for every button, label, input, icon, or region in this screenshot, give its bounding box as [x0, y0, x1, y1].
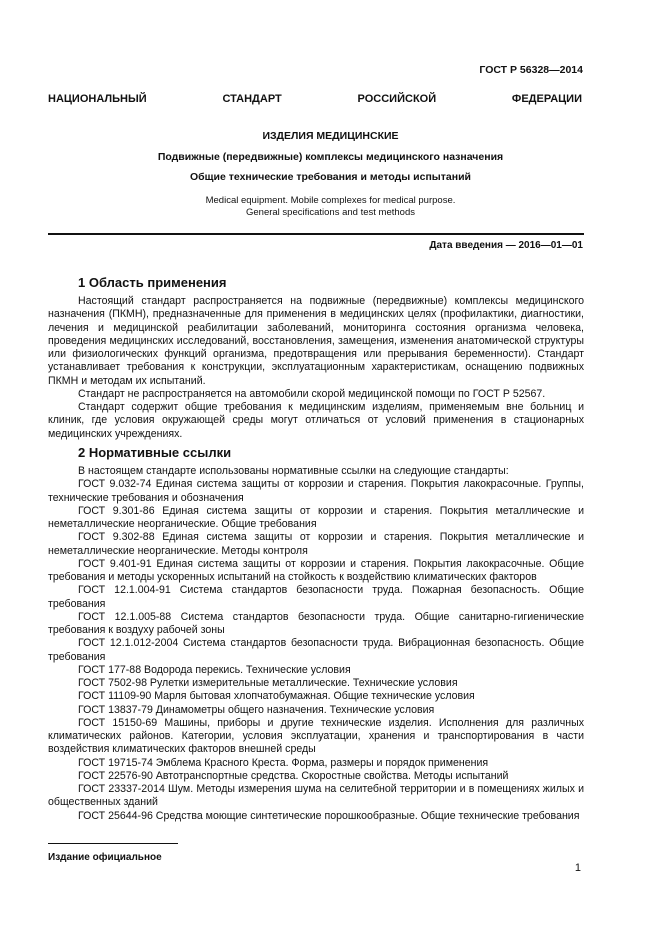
reference-item: ГОСТ 9.301-86 Единая система защиты от коррозии и старения. Покрытия металлические и неметаллические неорганические. Общие требования: [48, 504, 584, 530]
reference-item: ГОСТ 9.302-88 Единая система защиты от коррозии и старения. Покрытия металлические и неметаллические неорганические. Методы контроля: [48, 531, 584, 557]
paragraph: Настоящий стандарт распространяется на подвижные (передвижные) комплексы медицинского назначения (ПКМН), предназначенные для применения в медицинских целях (профилактики, диагностики, лечения и медицинской реабилитации заболеваний, мониторинга состояния организма человека, проведения медицинских исследований, восстановления, замещения, изменения анатомической структуры или физиологических функций организма, предотвращения или прерывания беременности). Стандарт устанавливает требования к конструкции, эксплуатационным характеристикам, оснащению подвижных ПКМН и методам их испытаний.: [48, 295, 584, 387]
title-divider: [48, 233, 584, 235]
document-subtitle-1: Подвижные (передвижные) комплексы медицинского назначения: [157, 151, 504, 163]
reference-item: ГОСТ 13837-79 Динамометры общего назначения. Технические условия: [78, 703, 435, 716]
reference-item: ГОСТ 25644-96 Средства моющие синтетические порошкообразные. Общие технические требования: [78, 809, 580, 822]
english-title-line-2: General specifications and test methods: [246, 207, 415, 218]
reference-item: ГОСТ 22576-90 Автотранспортные средства. Скоростные свойства. Методы испытаний: [78, 769, 509, 782]
page-number: 1: [574, 862, 581, 874]
reference-item: ГОСТ 9.032-74 Единая система защиты от коррозии и старения. Покрытия лакокрасочные. Группы, технические требования и обозначения: [48, 478, 584, 504]
paragraph: Стандарт не распространяется на автомобили скорой медицинской помощи по ГОСТ Р 52567.: [78, 387, 546, 400]
document-subtitle-2: Общие технические требования и методы испытаний: [190, 171, 471, 183]
document-title: ИЗДЕЛИЯ МЕДИЦИНСКИЕ: [262, 130, 399, 142]
reference-item: ГОСТ 7502-98 Рулетки измерительные металлические. Технические условия: [78, 677, 458, 689]
reference-item: ГОСТ 12.1.005-88 Система стандартов безопасности труда. Общие санитарно-гигиенические требования к воздуху рабочей зоны: [48, 610, 584, 636]
official-edition-label: Издание официальное: [48, 852, 162, 863]
introduction-date: Дата введения — 2016—01—01: [429, 240, 583, 251]
reference-item: ГОСТ 12.1.004-91 Система стандартов безопасности труда. Пожарная безопасность. Общие требования: [48, 584, 584, 610]
section-2-body: [48, 465, 584, 823]
paragraph: В настоящем стандарте использованы нормативные ссылки на следующие стандарты:: [78, 465, 509, 477]
reference-item: ГОСТ 15150-69 Машины, приборы и другие технические изделия. Исполнения для различных климатических районов. Категории, условия эксплуатации, хранения и транспортирования в части воздействия климатических факторов внешней среды: [48, 716, 584, 756]
paragraph: Стандарт содержит общие требования к медицинским изделиям, применяемым вне больниц и клиник, где условия окружающей среды могут отличаться от условий применения в стационарных медицинских учреждениях.: [48, 401, 584, 440]
national-standard-banner: НАЦИОНАЛЬНЫЙ СТАНДАРТ РОССИЙСКОЙ ФЕДЕРАЦИИ: [48, 93, 582, 105]
reference-item: ГОСТ 9.401-91 Единая система защиты от коррозии и старения. Покрытия лакокрасочные. Общие требования и методы ускоренных испытаний на стойкость к воздействию климатических факторов: [48, 557, 584, 583]
english-title-line-1: Medical equipment. Mobile complexes for medical purpose.: [205, 195, 456, 206]
reference-item: ГОСТ 11109-90 Марля бытовая хлопчатобумажная. Общие технические условия: [78, 690, 475, 703]
section-1-heading: 1 Область применения: [78, 275, 227, 290]
section-2-heading: 2 Нормативные ссылки: [78, 445, 232, 460]
reference-item: ГОСТ 12.1.012-2004 Система стандартов безопасности труда. Вибрационная безопасность. Общие требования: [48, 637, 584, 663]
reference-item: ГОСТ 177-88 Водорода перекись. Технические условия: [78, 663, 351, 676]
footer-divider: [48, 843, 178, 844]
reference-item: ГОСТ 19715-74 Эмблема Красного Креста. Форма, размеры и порядок применения: [78, 756, 489, 769]
reference-item: ГОСТ 23337-2014 Шум. Методы измерения шума на селитебной территории и в помещениях жилых и общественных зданий: [48, 783, 584, 809]
section-1-body: [48, 295, 584, 441]
document-number: ГОСТ Р 56328—2014: [479, 64, 583, 76]
